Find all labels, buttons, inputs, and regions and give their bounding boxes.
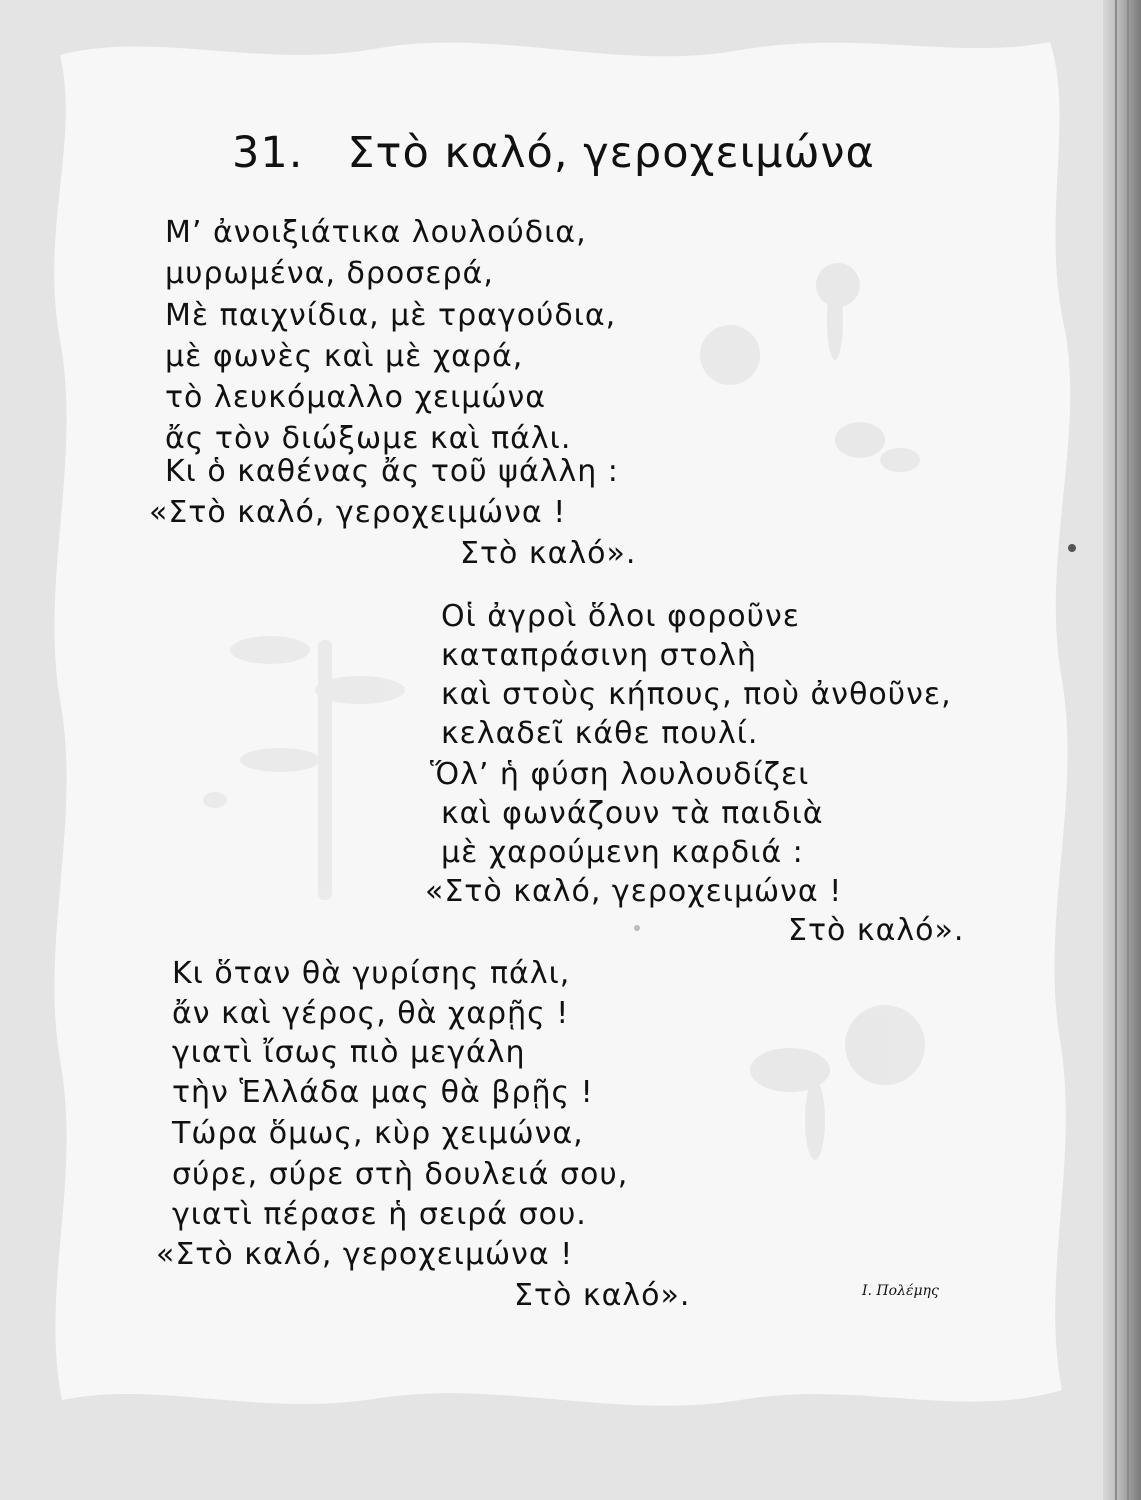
poem-line: τὸ λευκόμαλλο χειμώνα	[165, 380, 547, 415]
poem-heading	[232, 128, 875, 178]
poem-line: μὲ φωνὲς καὶ μὲ χαρά,	[165, 339, 524, 374]
poem-line: μυρωμένα, δροσερά,	[165, 256, 494, 291]
poem-line: καταπράσινη στολὴ	[441, 638, 757, 673]
poem-line: «Στὸ καλό, γεροχειμώνα !	[425, 874, 843, 909]
poem-line: σύρε, σύρε στὴ δουλειά σου,	[172, 1157, 629, 1192]
poem-line: Στὸ καλό».	[460, 536, 637, 571]
book-binding-edge	[1103, 0, 1141, 1500]
poem-title: Στὸ καλό, γεροχειμώνα	[347, 128, 875, 178]
poem-line: ἄς τὸν διώξωμε καὶ πάλι.	[165, 421, 572, 456]
binding-line	[1127, 0, 1129, 1500]
poem-line: γιατὶ πέρασε ἡ σειρά σου.	[172, 1197, 587, 1232]
poem-line: «Στὸ καλό, γεροχειμώνα !	[149, 495, 567, 530]
poem-line: Τώρα ὅμως, κὺρ χειμώνα,	[172, 1116, 584, 1151]
poem-line: καὶ στοὺς κήπους, ποὺ ἀνθοῦνε,	[441, 677, 952, 712]
poem-line: Ὅλ’ ἡ φύση λουλουδίζει	[430, 757, 810, 792]
poem-line: Μ’ ἀνοιξιάτικα λουλούδια,	[165, 215, 587, 250]
poem-author: Ι. Πολέμης	[862, 1283, 939, 1299]
binding-line	[1115, 0, 1117, 1500]
poem-line: Στὸ καλό».	[788, 913, 965, 948]
poem-line: γιατὶ ἴσως πιὸ μεγάλη	[172, 1035, 526, 1070]
poem-line: κελαδεῖ κάθε πουλί.	[441, 716, 759, 751]
poem-line: ἄν καὶ γέρος, θὰ χαρῇς !	[172, 996, 570, 1031]
poem-line: καὶ φωνάζουν τὰ παιδιὰ	[441, 796, 824, 831]
poem-line: Μὲ παιχνίδια, μὲ τραγούδια,	[165, 298, 617, 333]
poem-number: 31.	[232, 128, 304, 178]
poem-line: τὴν Ἑλλάδα μας θὰ βρῇς !	[172, 1075, 594, 1110]
poem-line: Οἱ ἀγροὶ ὅλοι φοροῦνε	[441, 599, 800, 634]
poem-line: μὲ χαρούμενη καρδιά :	[441, 835, 804, 870]
poem-line: «Στὸ καλό, γεροχειμώνα !	[156, 1237, 574, 1272]
poem-line: Κι ὅταν θὰ γυρίσης πάλι,	[172, 956, 571, 991]
poem-line: Κι ὁ καθένας ἄς τοῦ ψάλλη :	[165, 454, 619, 489]
poem-line: Στὸ καλό».	[514, 1278, 691, 1313]
